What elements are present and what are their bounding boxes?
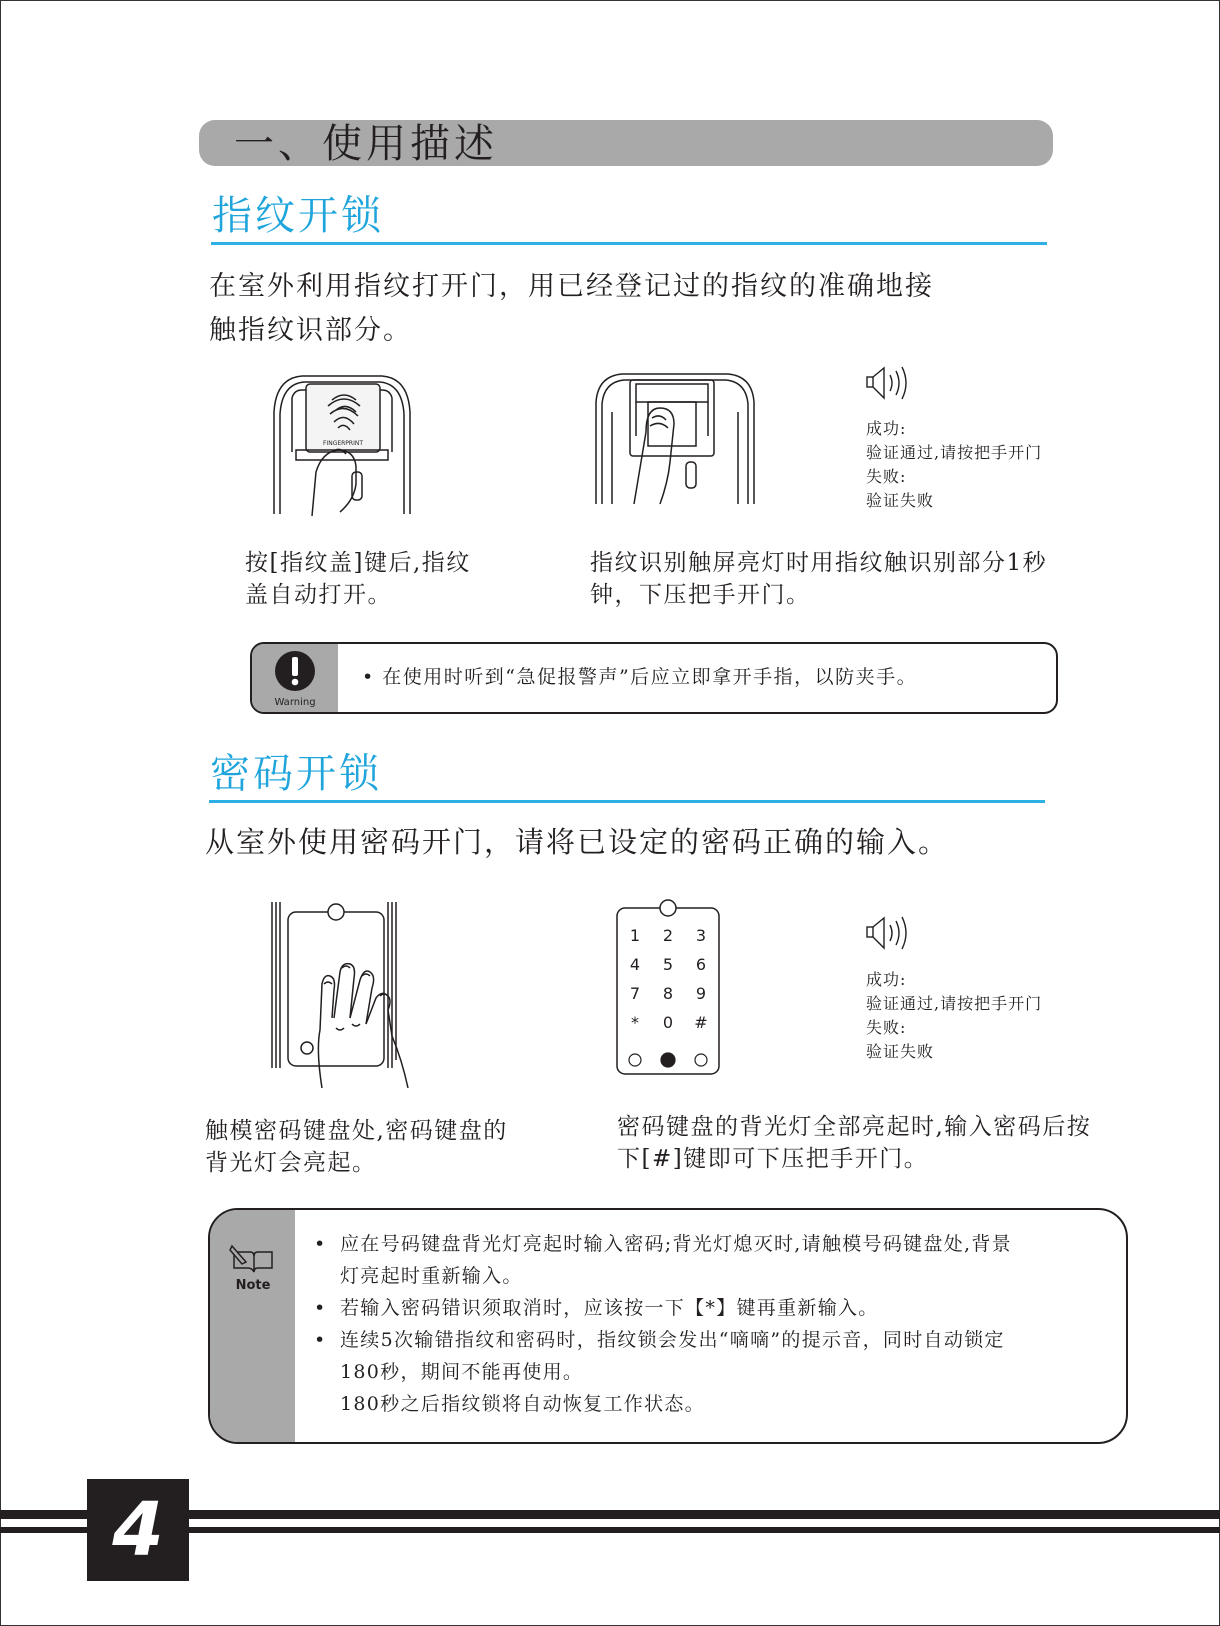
speaker-icon xyxy=(866,365,918,401)
fingerprint-success-label: 成功: xyxy=(866,419,907,438)
note-item-3-extra: 180秒之后指纹锁将自动恢复工作状态。 xyxy=(340,1393,705,1415)
password-status xyxy=(866,968,1042,1064)
password-section-rule xyxy=(209,800,1045,803)
note-item-2: • 若输入密码错识须取消时，应该按一下【*】键再重新输入。 xyxy=(314,1292,1104,1324)
keypad-key: 9 xyxy=(695,984,707,1003)
keypad-key: # xyxy=(694,1013,708,1032)
keypad-key: 5 xyxy=(662,955,674,974)
keypad-illustration xyxy=(615,900,721,1078)
password-section-title: 密码开锁 xyxy=(210,751,382,797)
fingerprint-fail-text: 验证失败 xyxy=(866,491,935,510)
keypad-key: 3 xyxy=(695,926,707,945)
note-item-3: • 连续5次输错指纹和密码时，指纹锁会发出“嘀嘀”的提示音，同时自动锁定 xyxy=(314,1324,1104,1356)
password-success-text: 验证通过,请按把手开门 xyxy=(866,994,1043,1013)
keypad-key: 8 xyxy=(662,984,674,1003)
password-fail-label: 失败: xyxy=(866,1018,907,1037)
svg-text:Note: Note xyxy=(235,1278,271,1293)
chapter-title: 一、使用描述 xyxy=(234,121,498,167)
speaker-icon xyxy=(866,915,918,951)
warning-text: • 在使用时听到“急促报警声”后应立即拿开手指，以防夹手。 xyxy=(362,666,918,688)
password-intro: 从室外使用密码开门，请将已设定的密码正确的输入。 xyxy=(205,825,950,859)
password-success-label: 成功: xyxy=(866,970,907,989)
fingerprint-section-title: 指纹开锁 xyxy=(212,193,384,239)
keypad-key: * xyxy=(631,1013,639,1032)
note-item-1: • 应在号码键盘背光灯亮起时输入密码;背光灯熄灭时,请触模号码键盘处,背景 xyxy=(314,1228,1104,1260)
keypad-key: 6 xyxy=(695,955,707,974)
note-item-1-cont: 灯亮起时重新输入。 xyxy=(340,1265,523,1287)
keypad-key: 2 xyxy=(662,926,674,945)
password-caption-left: 触模密码键盘处,密码键盘的 背光灯会亮起。 xyxy=(205,1118,508,1176)
note-list xyxy=(314,1228,1104,1420)
warning-box xyxy=(250,642,1058,714)
note-box xyxy=(208,1208,1128,1444)
fingerprint-fail-label: 失败: xyxy=(866,467,907,486)
keypad-key: 1 xyxy=(629,926,641,945)
svg-text:Warning: Warning xyxy=(274,697,316,708)
page-number: 4 xyxy=(112,1487,164,1573)
note-icon xyxy=(228,1244,278,1294)
password-fail-text: 验证失败 xyxy=(866,1042,935,1061)
keypad-key: 4 xyxy=(629,955,641,974)
note-item-3-cont: 180秒，期间不能再使用。 xyxy=(340,1361,584,1383)
password-caption-right: 密码键盘的背光灯全部亮起时,输入密码后按 下[#]键即可下压把手开门。 xyxy=(617,1114,1092,1172)
fingerprint-section-rule xyxy=(211,242,1047,245)
fingerprint-touch-illustration xyxy=(590,372,760,507)
fingerprint-caption-left: 按[指纹盖]键后,指纹 盖自动打开。 xyxy=(245,550,471,608)
fingerprint-cover-illustration xyxy=(262,372,422,517)
fingerprint-success-text: 验证通过,请按把手开门 xyxy=(866,443,1043,462)
fingerprint-intro: 在室外利用指纹打开门，用已经登记过的指纹的准确地接 触指纹识部分。 xyxy=(209,271,934,346)
password-touch-illustration xyxy=(270,900,442,1090)
keypad-key: 0 xyxy=(662,1013,674,1032)
keypad-key: 7 xyxy=(629,984,641,1003)
fingerprint-status xyxy=(866,417,1042,513)
fingerprint-caption-right: 指纹识别触屏亮灯时用指纹触识别部分1秒 钟，下压把手开门。 xyxy=(590,550,1048,608)
warning-icon xyxy=(272,650,318,710)
svg-text:FINGERPRINT: FINGERPRINT xyxy=(322,440,364,447)
